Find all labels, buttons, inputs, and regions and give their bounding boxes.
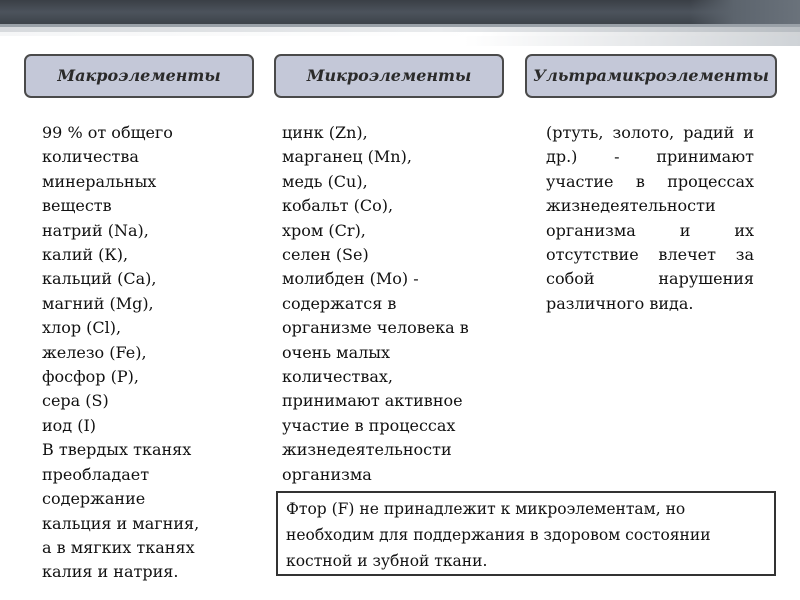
text-line: В твердых тканях: [42, 440, 192, 460]
text-line: организме человека в: [282, 318, 469, 338]
text-line: хром (Cr),: [282, 220, 366, 240]
fluorine-note: Фтор (F) не принадлежит к микроэлементам, но необходим для поддержания в здоровом состоянии костной и зубной ткани.: [276, 491, 776, 576]
text-line: принимают активное: [282, 391, 463, 411]
decor-stripe: [0, 36, 800, 46]
top-banner: [0, 0, 800, 24]
text-line: 99 % от общего: [42, 123, 173, 142]
text-line: хлор (Cl),: [42, 318, 122, 338]
microelements-text: [282, 121, 469, 487]
text-line: количествах,: [282, 367, 393, 387]
text-line: селен (Se): [282, 245, 369, 265]
macroelements-text: [42, 121, 199, 585]
text-line: железо (Fe),: [42, 342, 147, 362]
text-line: жизнедеятельности: [282, 440, 452, 460]
text-line: фосфор (Р),: [42, 367, 139, 387]
text-line: марганец (Mn),: [282, 147, 412, 167]
text-line: содержание: [42, 489, 146, 509]
text-line: организма: [282, 464, 372, 484]
header-microelements: Микроэлементы: [274, 54, 504, 98]
text-line: количества: [42, 147, 139, 167]
text-line: магний (Mg),: [42, 293, 154, 313]
header-macroelements: Макроэлементы: [24, 54, 254, 98]
text-line: калия и натрия.: [42, 562, 179, 582]
text-line: медь (Cu),: [282, 171, 368, 191]
text-line: кальций (Са),: [42, 269, 157, 289]
text-line: очень малых: [282, 342, 391, 362]
text-line: содержатся в: [282, 293, 397, 313]
text-line: кобальт (Со),: [282, 196, 394, 216]
text-line: иод (I): [42, 415, 97, 435]
text-line: цинк (Zn),: [282, 123, 368, 142]
text-line: молибден (Мо) -: [282, 269, 419, 289]
text-line: калий (К),: [42, 245, 129, 265]
text-line: а в мягких тканях: [42, 537, 195, 557]
text-line: натрий (Na),: [42, 220, 149, 240]
text-line: преобладает: [42, 464, 150, 484]
top-banner-accent: [690, 0, 800, 24]
ultramicroelements-text: (ртуть, золото, радий и др.) - принимают участие в процессах жизнедеятельности организма и их отсутствие влечет за собой нарушения различного вида.: [546, 123, 754, 313]
text-line: кальция и магния,: [42, 513, 200, 533]
header-ultramicroelements: Ультрамикроэлементы: [525, 54, 777, 98]
text-line: участие в процессах: [282, 415, 456, 435]
text-line: веществ: [42, 196, 112, 216]
text-line: минеральных: [42, 171, 157, 191]
text-line: сера (S): [42, 391, 109, 411]
